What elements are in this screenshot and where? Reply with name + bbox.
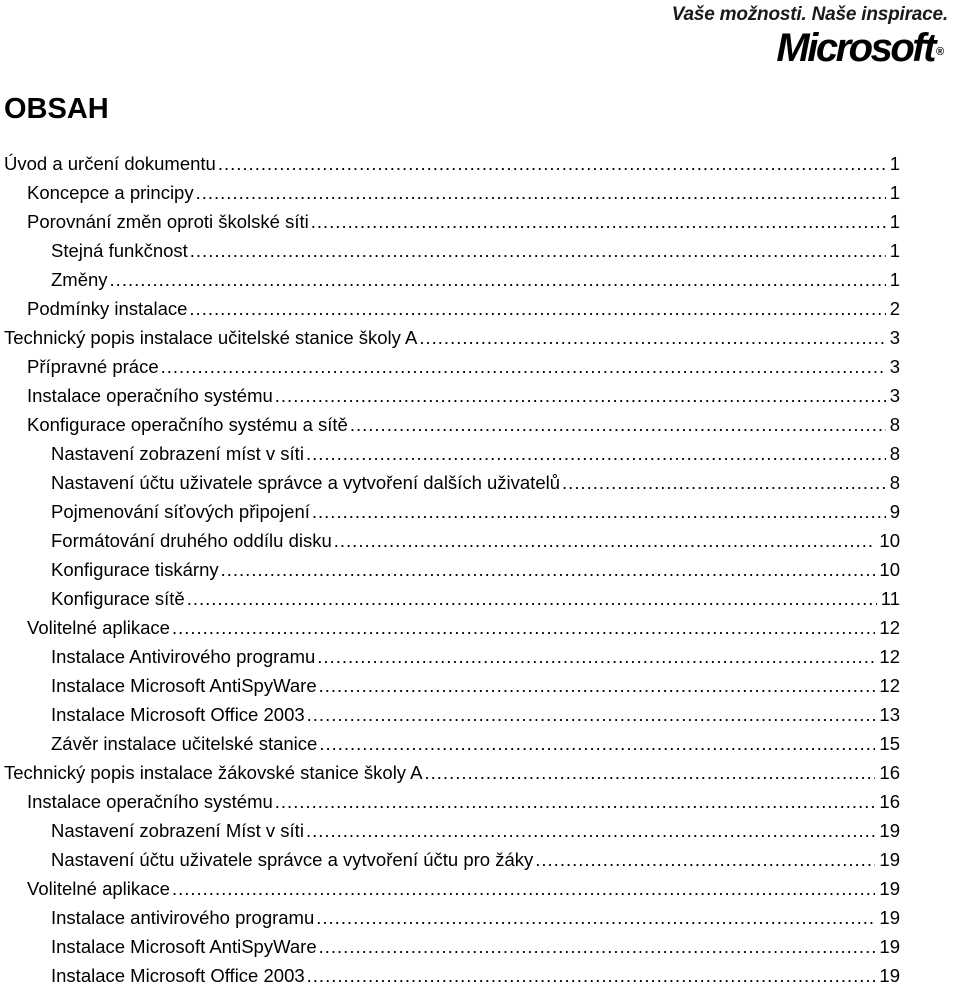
toc-entry[interactable] [0,410,900,439]
toc-entry-title: Formátování druhého oddílu disku [51,530,332,551]
toc-entry[interactable] [0,613,900,642]
toc-entry[interactable] [0,584,900,613]
toc-entry[interactable] [0,555,900,584]
toc-entry[interactable] [0,265,900,294]
toc-dot-leader [334,526,876,555]
toc-dot-leader [221,555,876,584]
toc-entry[interactable] [0,468,900,497]
toc-dot-leader [190,236,886,265]
toc-dot-leader [306,816,875,845]
toc-entry-title: Nastavení účtu uživatele správce a vytvoření dalších uživatelů [51,472,561,493]
toc-entry-title: Instalace operačního systému [27,791,273,812]
toc-entry-page: 1 [889,211,900,232]
toc-entry-title: Instalace Microsoft AntiSpyWare [51,936,317,957]
toc-dot-leader [306,439,886,468]
toc-dot-leader [187,584,877,613]
toc-entry[interactable] [0,323,900,352]
toc-entry-page: 1 [889,153,900,174]
toc-entry-title: Instalace antivirového programu [51,907,315,928]
microsoft-logo [628,28,942,68]
toc-dot-leader [316,903,875,932]
toc-entry-title: Technický popis instalace žákovské stanice školy A [4,762,423,783]
toc-entry-title: Přípravné práce [27,356,159,377]
toc-dot-leader [307,700,876,729]
toc-entry[interactable] [0,381,900,410]
toc-entry-page: 1 [889,240,900,261]
toc-entry-page: 16 [879,791,900,812]
toc-entry-page: 8 [889,414,900,435]
toc-entry-title: Instalace Microsoft AntiSpyWare [51,675,317,696]
table-of-contents [0,149,900,990]
toc-entry-title: Porovnání změn oproti školské síti [27,211,309,232]
toc-entry-page: 2 [889,298,900,319]
toc-dot-leader [317,642,875,671]
toc-entry-page: 10 [879,530,900,551]
toc-entry[interactable] [0,932,900,961]
toc-entry-page: 10 [879,559,900,580]
toc-entry[interactable] [0,439,900,468]
toc-entry-page: 13 [879,704,900,725]
toc-entry-page: 19 [879,965,900,986]
toc-entry-page: 19 [879,820,900,841]
toc-dot-leader [275,787,876,816]
toc-entry-page: 12 [879,675,900,696]
toc-entry-page: 12 [879,646,900,667]
toc-entry[interactable] [0,874,900,903]
toc-entry-page: 9 [889,501,900,522]
toc-entry[interactable] [0,787,900,816]
toc-entry-title: Nastavení zobrazení míst v síti [51,443,304,464]
toc-entry-page: 16 [879,762,900,783]
toc-entry-page: 3 [889,327,900,348]
toc-entry[interactable] [0,671,900,700]
toc-entry[interactable] [0,816,900,845]
toc-entry[interactable] [0,236,900,265]
toc-entry[interactable] [0,294,900,323]
registered-mark: ® [935,46,944,58]
toc-dot-leader [172,613,875,642]
toc-entry[interactable] [0,642,900,671]
toc-entry-title: Stejná funkčnost [51,240,188,261]
toc-entry-page: 3 [889,356,900,377]
toc-entry-title: Pojmenování síťových připojení [51,501,310,522]
toc-dot-leader [218,149,886,178]
toc-entry-title: Instalace Microsoft Office 2003 [51,965,305,986]
toc-dot-leader [425,758,876,787]
toc-dot-leader [562,468,886,497]
toc-entry[interactable] [0,526,900,555]
toc-entry-title: Technický popis instalace učitelské stanice školy A [4,327,418,348]
toc-entry-title: Instalace Microsoft Office 2003 [51,704,305,725]
toc-entry-title: Úvod a určení dokumentu [4,153,216,174]
toc-entry-title: Volitelné aplikace [27,878,170,899]
toc-dot-leader [189,294,885,323]
brand-header [628,4,948,68]
toc-dot-leader [311,207,886,236]
toc-entry[interactable] [0,352,900,381]
toc-entry[interactable] [0,961,900,990]
toc-entry-title: Instalace operačního systému [27,385,273,406]
toc-entry[interactable] [0,700,900,729]
toc-dot-leader [196,178,886,207]
toc-dot-leader [312,497,886,526]
toc-entry-title: Závěr instalace učitelské stanice [51,733,318,754]
toc-entry-page: 19 [879,849,900,870]
toc-entry[interactable] [0,758,900,787]
toc-entry-page: 19 [879,878,900,899]
toc-entry-title: Volitelné aplikace [27,617,170,638]
toc-dot-leader [319,729,875,758]
toc-entry[interactable] [0,903,900,932]
toc-dot-leader [319,932,876,961]
toc-entry-page: 12 [879,617,900,638]
toc-entry-page: 15 [879,733,900,754]
toc-entry-page: 3 [889,385,900,406]
toc-entry[interactable] [0,729,900,758]
toc-dot-leader [535,845,875,874]
toc-dot-leader [419,323,885,352]
toc-entry-title: Nastavení účtu uživatele správce a vytvoření účtu pro žáky [51,849,534,870]
toc-dot-leader [307,961,876,990]
toc-entry-page: 11 [880,588,900,609]
toc-entry-title: Instalace Antivirového programu [51,646,316,667]
toc-entry-page: 1 [889,182,900,203]
toc-entry[interactable] [0,845,900,874]
page-title: OBSAH [4,93,109,125]
toc-entry-title: Nastavení zobrazení Míst v síti [51,820,304,841]
brand-tagline: Vaše možnosti. Naše inspirace. [671,4,948,25]
toc-dot-leader [275,381,886,410]
logo-wordmark: Microsoft [776,26,934,70]
toc-entry-page: 19 [879,936,900,957]
toc-entry-title: Koncepce a principy [27,182,194,203]
toc-entry[interactable] [0,207,900,236]
toc-entry-page: 1 [889,269,900,290]
toc-entry-title: Konfigurace sítě [51,588,185,609]
toc-dot-leader [350,410,886,439]
toc-dot-leader [319,671,876,700]
toc-entry-page: 8 [889,472,900,493]
toc-entry[interactable] [0,178,900,207]
toc-entry-title: Podmínky instalace [27,298,188,319]
toc-dot-leader [110,265,886,294]
toc-entry-title: Změny [51,269,108,290]
toc-entry-page: 19 [879,907,900,928]
toc-entry-page: 8 [889,443,900,464]
toc-entry-title: Konfigurace operačního systému a sítě [27,414,348,435]
toc-entry-title: Konfigurace tiskárny [51,559,219,580]
toc-dot-leader [172,874,875,903]
toc-entry[interactable] [0,149,900,178]
toc-entry[interactable] [0,497,900,526]
toc-dot-leader [161,352,886,381]
